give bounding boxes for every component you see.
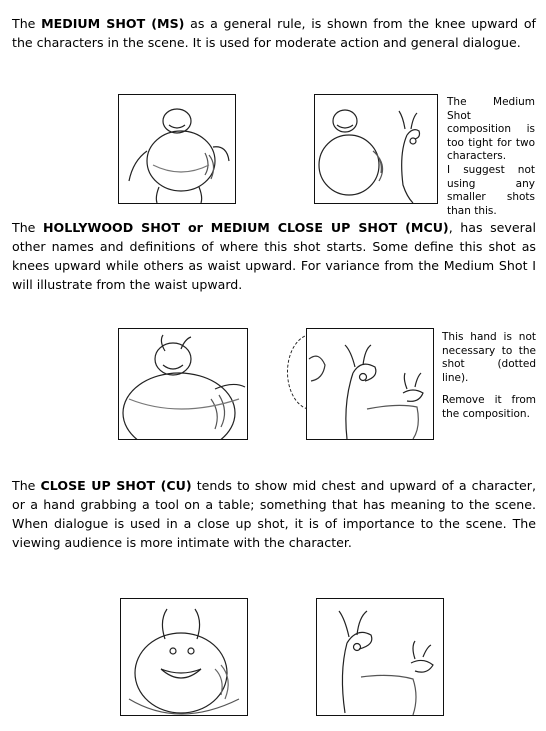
- mcu-note: This hand is not necessary to the shot (dotted line). Remove it from the composition.: [442, 331, 536, 420]
- sketch-close-up-monster: [120, 598, 248, 716]
- mcu-term: HOLLYWOOD SHOT or MEDIUM CLOSE UP SHOT (MCU): [43, 220, 449, 235]
- medium-shot-term: MEDIUM SHOT (MS): [41, 16, 185, 31]
- sketch-medium-shot-two-characters: [314, 94, 438, 204]
- sketch-mcu-monster: [118, 328, 248, 440]
- sketch-close-up-character: [316, 598, 444, 716]
- close-up-paragraph: The CLOSE UP SHOT (CU) tends to show mid chest and upward of a character, or a hand grabbing a tool on a table; something that has meaning to the scene. When dialogue is used in a close up shot, it is of importance to the scene. The viewing audience is more intimate with the character.: [12, 478, 536, 550]
- sketch-medium-shot-monster: [118, 94, 236, 204]
- mcu-paragraph: The HOLLYWOOD SHOT or MEDIUM CLOSE UP SHOT (MCU), has several other names and definitions of where this shot starts. Some define this shot as knees upward while others as waist upward. For variance from the Medium Shot I will illustrate from the waist upward.: [12, 220, 536, 292]
- sketch-mcu-character: [306, 328, 434, 440]
- medium-shot-paragraph: The MEDIUM SHOT (MS) as a general rule, is shown from the knee upward of the characters in the scene. It is used for moderate action and general dialogue.: [12, 16, 536, 50]
- medium-shot-note: The Medium Shot composition is too tight for two characters. I suggest not using any smaller shots than this.: [447, 96, 535, 217]
- close-up-term: CLOSE UP SHOT (CU): [40, 478, 192, 493]
